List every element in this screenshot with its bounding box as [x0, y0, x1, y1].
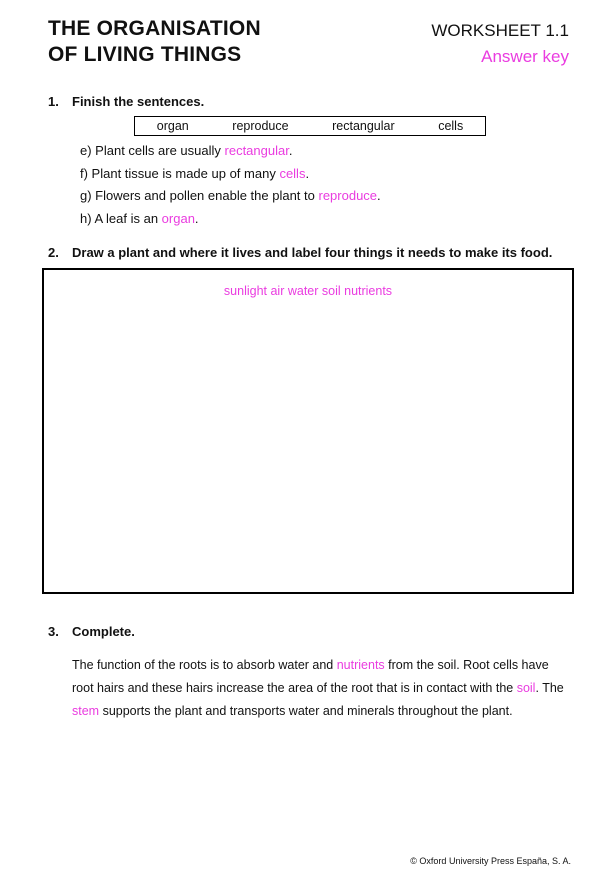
question-2-heading	[48, 245, 552, 261]
sentence-text: f) Plant tissue is made up of many	[80, 165, 280, 181]
sentence-text: g) Flowers and pollen enable the plant to	[80, 188, 319, 203]
sentence-g	[80, 185, 381, 208]
paragraph-text: The function of the roots is to absorb water and	[72, 658, 337, 672]
paragraph-text: . The	[535, 681, 564, 695]
question-1-number: 1.	[48, 94, 59, 109]
word-bank	[134, 116, 486, 136]
word-bank-item: cells	[438, 119, 464, 133]
title-line-1: THE ORGANISATION	[48, 17, 261, 40]
drawing-area[interactable]	[42, 268, 574, 594]
worksheet-info	[431, 20, 569, 68]
sentence-answer: organ	[161, 210, 195, 226]
answer-key-label: Answer key	[481, 47, 569, 66]
drawing-hint: sunlight air water soil nutrients	[223, 284, 393, 298]
sentence-answer: reproduce	[318, 188, 378, 203]
sentence-e	[80, 140, 381, 163]
copyright-footer: © Oxford University Press España, S. A.	[410, 856, 571, 866]
sentence-text: e) Plant cells are usually	[80, 143, 225, 158]
sentence-h	[80, 208, 381, 231]
question-3-heading	[48, 624, 135, 640]
sentence-end: .	[288, 143, 293, 158]
word-bank-item: organ	[156, 119, 189, 133]
sentence-f	[80, 163, 381, 186]
worksheet-title	[48, 16, 261, 68]
sentence-answer: cells	[279, 165, 306, 181]
paragraph-answer-nutrients: nutrients	[336, 658, 385, 672]
question-3-number: 3.	[48, 624, 59, 639]
sentence-text: h) A leaf is an	[80, 210, 162, 226]
roots-paragraph	[72, 654, 572, 723]
word-bank-item: rectangular	[332, 119, 395, 133]
title-line-2: OF LIVING THINGS	[48, 43, 242, 66]
question-1-heading	[48, 94, 204, 110]
sentence-list	[80, 140, 381, 230]
sentence-end: .	[305, 165, 310, 181]
worksheet-number: WORKSHEET 1.1	[431, 21, 569, 40]
word-bank-item: reproduce	[232, 119, 289, 133]
sentence-end: .	[194, 210, 199, 226]
sentence-answer: rectangular	[224, 143, 289, 158]
paragraph-answer-soil: soil	[516, 681, 536, 695]
question-2-prompt: Draw a plant and where it lives and label four things it needs to make its food.	[72, 245, 553, 260]
question-1-prompt: Finish the sentences.	[72, 94, 205, 109]
paragraph-answer-stem: stem	[72, 704, 100, 718]
paragraph-text: from the soil. Root cells have root hairs and these hairs increase the area of the root that is in contact with the	[72, 658, 549, 695]
paragraph-text: supports the plant and transports water and minerals throughout the plant.	[99, 704, 513, 718]
question-2-number: 2.	[48, 245, 59, 260]
question-3-prompt: Complete.	[72, 624, 135, 639]
sentence-end: .	[377, 188, 381, 203]
